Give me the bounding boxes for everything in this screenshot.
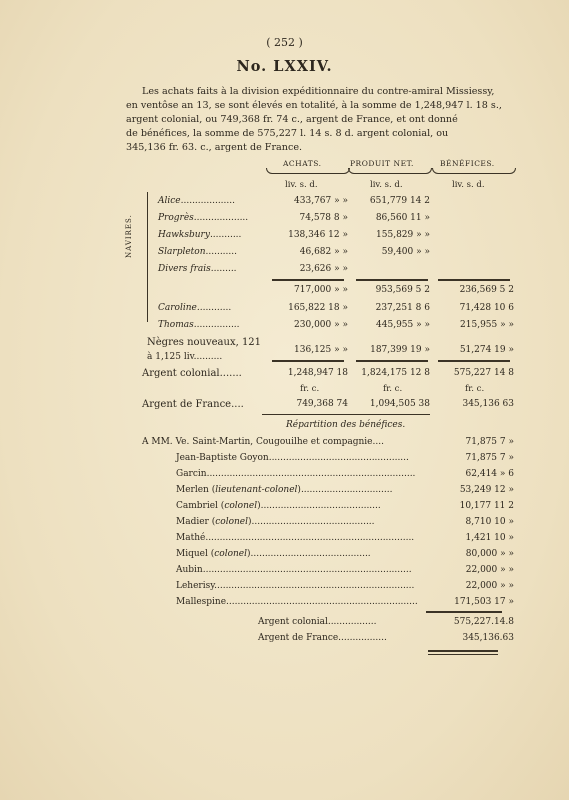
unit-produit: liv. s. d. — [370, 180, 403, 190]
ship-row-thomas: Thomas................ — [158, 320, 240, 330]
cell-alice-produit: 651,779 14 2 — [369, 196, 430, 206]
subtotal-produit: 953,569 5 2 — [375, 285, 430, 295]
rule-repartition — [262, 414, 430, 415]
france-label: Argent de France.... — [142, 399, 244, 410]
repartition-first: A MM. Ve. Saint-Martin, Cougouilhe et compagnie.... — [142, 437, 384, 447]
ship-row-caroline: Caroline............ — [158, 303, 232, 313]
france-produit: 1,094,505 38 — [369, 399, 430, 409]
intro-line-4: de bénéfices, la somme de 575,227 l. 14 s. 8 d. argent colonial, ou — [126, 128, 449, 139]
negres-label-1: Nègres nouveaux, 121 — [147, 337, 262, 348]
list-item: Cambriel (colonel).......................................... — [176, 501, 381, 511]
list-item-amount: 62,414 » 6 — [465, 469, 514, 479]
list-item-amount: 22,000 » » — [465, 565, 514, 575]
intro-line-2: en ventôse an 13, se sont élevés en totalité, à la somme de 1,248,947 l. 18 s., — [126, 100, 502, 111]
list-item: Merlen (lieutenant-colonel)................................ — [176, 485, 393, 495]
list-item-amount: 1,421 10 » — [465, 533, 514, 543]
list-item: Jean-Baptiste Goyon................................................. — [176, 453, 409, 463]
colonial-label: Argent colonial....... — [142, 368, 242, 379]
cell-negres-benefices: 51,274 19 » — [459, 345, 514, 355]
brace-produit — [348, 168, 432, 174]
intro-line-3: argent colonial, ou 749,368 fr. 74 c., argent de France, et ont donné — [126, 114, 458, 125]
france-achats: 749,368 74 — [296, 399, 348, 409]
list-item: Madier (colonel)........................................... — [176, 517, 375, 527]
subtotal-achats: 717,000 » » — [294, 285, 348, 295]
rule-tot-produit — [356, 360, 428, 362]
france-benefices: 345,136 63 — [462, 399, 514, 409]
ship-row-alice: Alice................... — [158, 196, 235, 206]
cell-progres-produit: 86,560 11 » — [375, 213, 430, 223]
header-achats: ACHATS. — [283, 159, 322, 168]
rule-tot-achats — [272, 360, 344, 362]
cell-caroline-produit: 237,251 8 6 — [375, 303, 430, 313]
total-colonial-label: Argent colonial................. — [258, 617, 377, 627]
brace-benefices — [432, 168, 516, 174]
cell-progres-achats: 74,578 8 » — [299, 213, 348, 223]
cell-caroline-benefices: 71,428 10 6 — [459, 303, 514, 313]
fr-unit-achats: fr. c. — [300, 384, 320, 394]
list-item-amount: 8,710 10 » — [465, 517, 514, 527]
list-item: Miquel (colonel).......................................... — [176, 549, 371, 559]
list-item: Garcin......................................................................... — [176, 469, 416, 479]
cell-negres-achats: 136,125 » » — [294, 345, 348, 355]
rule-tot-benefices — [438, 360, 510, 362]
negres-label-2: à 1,125 liv.......... — [147, 352, 223, 362]
ship-row-divers: Divers frais......... — [158, 264, 237, 274]
rule-sub-achats — [272, 279, 344, 281]
unit-benefices: liv. s. d. — [452, 180, 485, 190]
header-benefices: BÉNÉFICES. — [440, 159, 495, 168]
side-label: NAVIRES. — [125, 214, 133, 258]
cell-negres-produit: 187,399 19 » — [370, 345, 430, 355]
ship-row-progres: Progrès................... — [158, 213, 249, 223]
colonial-achats: 1,248,947 18 — [287, 368, 348, 378]
fr-unit-benefices: fr. c. — [465, 384, 485, 394]
cell-slarpleton-achats: 46,682 » » — [299, 247, 348, 257]
rule-end-2 — [428, 654, 498, 655]
list-item-amount: 10,177 11 2 — [459, 501, 514, 511]
repartition-first-amount: 71,875 7 » — [465, 437, 514, 447]
subtotal-benefices: 236,569 5 2 — [459, 285, 514, 295]
cell-thomas-produit: 445,955 » » — [376, 320, 430, 330]
ship-row-slarpleton: Slarpleton........... — [158, 247, 237, 257]
cell-hawksbury-achats: 138,346 12 » — [288, 230, 348, 240]
colonial-produit: 1,824,175 12 8 — [361, 368, 430, 378]
cell-hawksbury-produit: 155,829 » » — [376, 230, 430, 240]
total-france-label: Argent de France................. — [258, 633, 387, 643]
ship-bracket — [147, 192, 148, 322]
fr-unit-produit: fr. c. — [383, 384, 403, 394]
list-item-amount: 71,875 7 » — [465, 453, 514, 463]
colonial-benefices: 575,227 14 8 — [453, 368, 514, 378]
intro-line-5: 345,136 fr. 63. c., argent de France. — [126, 142, 303, 153]
list-item: Aubin......................................................................... — [176, 565, 412, 575]
total-france-amount: 345,136.63 — [462, 633, 514, 643]
page-title: No. LXXIV. — [236, 58, 333, 75]
cell-thomas-achats: 230,000 » » — [294, 320, 348, 330]
list-item: Mathé......................................................................... — [176, 533, 415, 543]
rule-sub-produit — [356, 279, 428, 281]
total-colonial-amount: 575,227.14.8 — [453, 617, 514, 627]
rule-sub-benefices — [438, 279, 510, 281]
header-produit: PRODUIT NET. — [350, 159, 414, 168]
unit-achats: liv. s. d. — [285, 180, 318, 190]
cell-divers-achats: 23,626 » » — [299, 264, 348, 274]
ship-row-hawksbury: Hawksbury........... — [158, 230, 242, 240]
rule-final — [426, 611, 502, 613]
rule-end-1 — [428, 650, 498, 652]
cell-caroline-achats: 165,822 18 » — [288, 303, 348, 313]
intro-line-1: Les achats faits à la division expéditionnaire du contre-amiral Missiessy, — [142, 86, 495, 97]
cell-thomas-benefices: 215,955 » » — [460, 320, 514, 330]
repartition-heading: Répartition des bénéfices. — [286, 420, 406, 430]
cell-slarpleton-produit: 59,400 » » — [381, 247, 430, 257]
list-item: Mallespine................................................................... — [176, 597, 418, 607]
brace-achats — [266, 168, 350, 174]
cell-alice-achats: 433,767 » » — [294, 196, 348, 206]
list-item-amount: 171,503 17 » — [454, 597, 514, 607]
list-item-amount: 22,000 » » — [465, 581, 514, 591]
list-item-amount: 53,249 12 » — [459, 485, 514, 495]
page-number: ( 252 ) — [266, 36, 303, 49]
list-item: Leherisy...................................................................... — [176, 581, 415, 591]
list-item-amount: 80,000 » » — [465, 549, 514, 559]
